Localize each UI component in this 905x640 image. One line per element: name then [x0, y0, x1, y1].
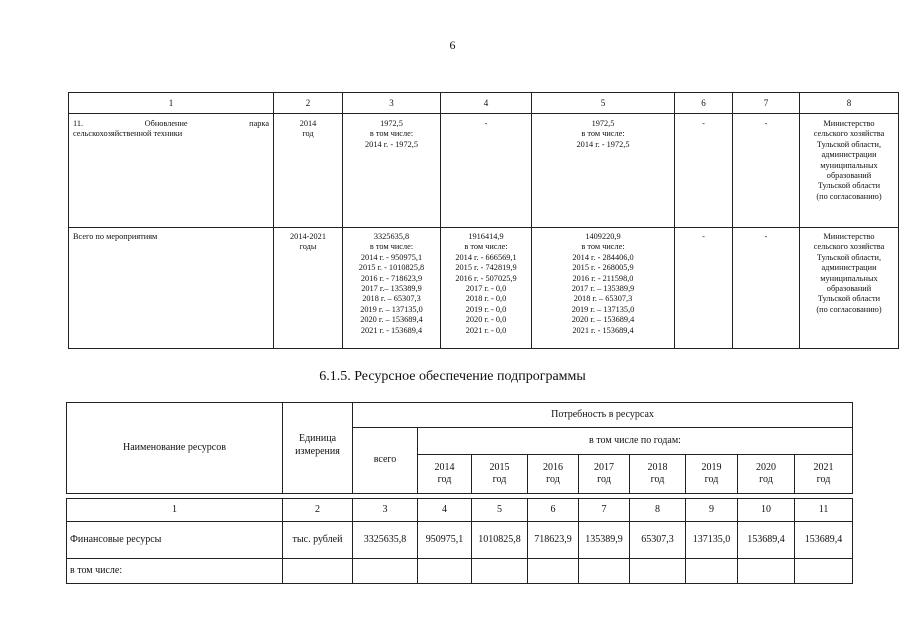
value-line: 2018 г. – 65307,3	[573, 294, 633, 304]
year-value: 2015	[489, 461, 510, 473]
period-line: 2014	[299, 119, 317, 128]
table-row	[67, 522, 853, 559]
year-word: год	[546, 474, 560, 485]
numbers-row	[67, 499, 853, 522]
year-word: год	[597, 474, 611, 485]
value-line: 2015 г. - 268005,9	[572, 263, 634, 273]
value-line: 2016 г. - 718623,9	[360, 273, 423, 283]
empty-cell	[738, 559, 795, 584]
section-heading: 6.1.5. Ресурсное обеспечение подпрограммы	[319, 369, 586, 384]
activity-name-word: Обновление	[144, 119, 188, 128]
value-line: 2020 г. – 153689,4	[360, 315, 423, 325]
activity-name-word: парка	[249, 119, 269, 128]
empty-cell	[528, 559, 579, 584]
activity-name-line: сельскохозяйственной техники	[73, 129, 183, 139]
resp-line: муниципальных	[820, 160, 878, 170]
empty-cell	[472, 559, 528, 584]
dash-cell: -	[441, 114, 532, 228]
resp-line: Тульской области	[817, 294, 881, 304]
total-cell: 3325635,8	[353, 522, 418, 559]
year-header	[686, 455, 738, 494]
value-line: 2019 г. – 137135,0	[360, 304, 423, 314]
value-line: 3325635,8	[373, 232, 410, 241]
year-header	[472, 455, 528, 494]
year-word: год	[816, 474, 831, 485]
column-number: 3	[353, 499, 418, 522]
header-cell: 8	[800, 93, 899, 114]
dash-cell: -	[733, 228, 800, 349]
value-line: 1916414,9	[468, 232, 504, 241]
year-word: год	[650, 474, 665, 485]
year-value: 2021	[813, 461, 834, 473]
page-number: 6	[449, 38, 456, 52]
year-value-cell: 950975,1	[418, 522, 472, 559]
empty-cell	[353, 559, 418, 584]
year-header	[738, 455, 795, 494]
dash-cell: -	[675, 228, 733, 349]
value-line: 2021 г. - 153689,4	[572, 325, 634, 335]
value-line: 2017 г. – 135389,9	[571, 284, 635, 294]
year-value-cell: 1010825,8	[472, 522, 528, 559]
resp-line: образований	[826, 171, 872, 181]
col-resource-name: Наименование ресурсов	[67, 403, 283, 494]
year-value: 2014	[434, 461, 455, 473]
value-line: 2020 г. – 153689,4	[571, 315, 635, 325]
col-unit	[283, 403, 353, 494]
resp-line: муниципальных	[820, 273, 878, 283]
value-line: 1972,5	[380, 119, 403, 128]
empty-cell	[579, 559, 630, 584]
column-number: 10	[738, 499, 795, 522]
value-line: 2018 г. - 0,0	[465, 294, 507, 304]
empty-cell	[283, 559, 353, 584]
value-line: 2014 г. - 666569,1	[455, 252, 517, 262]
year-word: год	[437, 474, 452, 485]
period-cell	[274, 114, 343, 228]
dash-cell: -	[675, 114, 733, 228]
value-line: 2017 г. - 0,0	[465, 284, 507, 294]
table-row	[67, 559, 853, 584]
column-number: 4	[418, 499, 472, 522]
year-header	[418, 455, 472, 494]
value-line: в том числе:	[369, 129, 414, 139]
resp-line: (по согласованию)	[816, 304, 882, 314]
year-value: 2019	[701, 461, 722, 473]
value-line: 2019 г. – 137135,0	[571, 304, 635, 314]
column-number: 9	[686, 499, 738, 522]
resp-line: Тульской области	[817, 181, 881, 191]
year-word: год	[759, 474, 773, 485]
period-line: 2014-2021	[290, 232, 326, 241]
value-line: 2014 г. - 1972,5	[365, 139, 418, 149]
resp-line: образований	[826, 284, 872, 294]
column-number: 2	[283, 499, 353, 522]
year-value-cell: 153689,4	[795, 522, 853, 559]
value-line: в том числе:	[581, 242, 625, 252]
column-number: 11	[795, 499, 853, 522]
period-line: годы	[299, 242, 317, 252]
value-cell	[441, 228, 532, 349]
year-value-cell: 718623,9	[528, 522, 579, 559]
year-value: 2020	[756, 461, 776, 473]
unit-line: измерения	[295, 445, 340, 457]
table-row	[69, 228, 899, 349]
col-total: всего	[353, 428, 418, 494]
empty-cell	[686, 559, 738, 584]
col-by-years: в том числе по годам:	[418, 428, 853, 455]
total-cell	[343, 114, 441, 228]
column-number: 7	[579, 499, 630, 522]
value-line: 2014 г. - 950975,1	[360, 252, 423, 262]
value-cell	[532, 114, 675, 228]
value-line: 2017 г.– 135389,9	[361, 284, 422, 294]
period-line: год	[302, 129, 314, 139]
resp-line: сельского хозяйства	[813, 242, 885, 252]
activity-name-cell: Всего по мероприятиям	[69, 228, 274, 349]
total-cell	[343, 228, 441, 349]
activity-name-word: 11.	[73, 119, 84, 128]
including-label-cell: в том числе:	[67, 559, 283, 584]
value-line: в том числе:	[369, 242, 414, 252]
header-cell: 6	[675, 93, 733, 114]
responsible-cell	[800, 228, 899, 349]
year-header	[579, 455, 630, 494]
value-line: 2014 г. - 284406,0	[572, 252, 634, 262]
year-value: 2017	[594, 461, 614, 473]
activity-name-cell	[69, 114, 274, 228]
value-line: 2018 г. – 65307,3	[362, 294, 421, 304]
value-line: 2021 г. - 153689,4	[360, 325, 423, 335]
responsible-cell	[800, 114, 899, 228]
resp-line: Тульской области,	[816, 139, 882, 149]
resp-line: администрации	[821, 263, 877, 273]
value-line: 1972,5	[591, 119, 615, 128]
column-number: 8	[630, 499, 686, 522]
header-cell: 3	[343, 93, 441, 114]
year-header	[795, 455, 853, 494]
resource-name-cell: Финансовые ресурсы	[67, 522, 283, 559]
resp-line: (по согласованию)	[816, 191, 882, 201]
activities-table	[68, 92, 899, 349]
value-line: в том числе:	[581, 129, 625, 139]
resp-line: Министерство	[823, 232, 875, 241]
value-line: 2016 г. - 507025,9	[455, 273, 517, 283]
value-line: 2021 г. - 0,0	[465, 325, 507, 335]
resp-line: администрации	[821, 150, 877, 160]
value-line: 2019 г. - 0,0	[465, 304, 507, 314]
value-line: 2020 г. - 0,0	[465, 315, 507, 325]
year-header	[630, 455, 686, 494]
value-line: 2015 г. - 742819,9	[455, 263, 517, 273]
header-row	[69, 93, 899, 114]
empty-cell	[418, 559, 472, 584]
year-word: год	[704, 474, 719, 485]
header-cell: 5	[532, 93, 675, 114]
year-word: год	[492, 474, 507, 485]
resources-table	[66, 402, 853, 584]
empty-cell	[795, 559, 853, 584]
column-number: 1	[67, 499, 283, 522]
resp-line: Тульской области,	[816, 252, 882, 262]
value-line: 1409220,9	[585, 232, 621, 241]
value-line: 2016 г. - 211598,0	[572, 273, 634, 283]
header-cell: 4	[441, 93, 532, 114]
header-cell: 2	[274, 93, 343, 114]
value-line: 2014 г. - 1972,5	[576, 139, 630, 149]
table-row	[69, 114, 899, 228]
resp-line: Министерство	[823, 119, 875, 128]
resp-line: сельского хозяйства	[813, 129, 885, 139]
dash-cell: -	[733, 114, 800, 228]
value-cell	[532, 228, 675, 349]
year-value-cell: 153689,4	[738, 522, 795, 559]
year-value-cell: 135389,9	[579, 522, 630, 559]
column-number: 6	[528, 499, 579, 522]
header-cell: 7	[733, 93, 800, 114]
header-cell: 1	[69, 93, 274, 114]
unit-line: Единица	[298, 433, 337, 444]
col-needs: Потребность в ресурсах	[353, 403, 853, 428]
unit-cell: тыс. рублей	[283, 522, 353, 559]
period-cell	[274, 228, 343, 349]
year-value-cell: 137135,0	[686, 522, 738, 559]
value-line: 2015 г. - 1010825,8	[358, 263, 425, 273]
column-number: 5	[472, 499, 528, 522]
year-value: 2018	[647, 461, 668, 473]
year-value-cell: 65307,3	[630, 522, 686, 559]
header-row	[67, 403, 853, 428]
year-value: 2016	[543, 461, 563, 473]
empty-cell	[630, 559, 686, 584]
year-header	[528, 455, 579, 494]
value-line: в том числе:	[464, 242, 508, 252]
